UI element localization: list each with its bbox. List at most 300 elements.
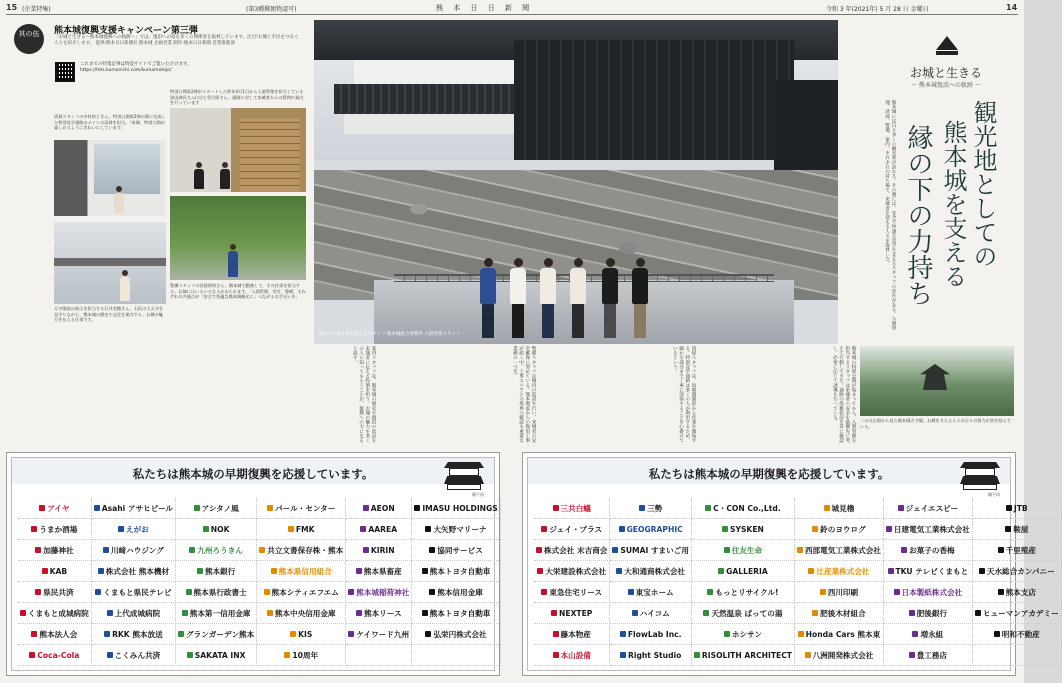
sponsor-name: 川﨑ハウジング	[110, 545, 164, 555]
headline-line-1: 観光地としての	[969, 100, 997, 268]
sponsor-mark-icon	[103, 547, 109, 553]
ad-panel-right	[522, 452, 1059, 676]
sponsor-name: Coca-Cola	[37, 650, 80, 660]
sponsor-logo	[412, 498, 500, 519]
sponsor-logo	[534, 498, 610, 519]
sponsor-mark-icon	[616, 568, 622, 574]
sponsor-name: 熊本県行政書士	[193, 587, 247, 597]
sponsor-logo	[884, 498, 973, 519]
ad-note-right: 順不同	[988, 492, 1000, 497]
sponsor-logo	[18, 561, 92, 582]
sponsor-mark-icon	[39, 505, 45, 511]
ad-title-right: 私たちは熊本城の早期復興を応援しています。	[648, 467, 890, 481]
sponsor-name: 肥後木材組合	[820, 608, 866, 618]
sponsor-mark-icon	[705, 505, 711, 511]
sponsor-logo	[692, 624, 795, 645]
sponsor-logo	[534, 540, 610, 561]
sponsor-logo	[973, 603, 1062, 624]
sponsor-mark-icon	[264, 589, 270, 595]
sponsor-logo	[412, 561, 500, 582]
sponsor-logo	[257, 498, 346, 519]
sponsor-logo	[176, 582, 257, 603]
sponsor-mark-icon	[724, 631, 730, 637]
sponsor-name: RISOLITH ARCHITECT	[701, 650, 792, 660]
sponsor-name: 熊本県信用組合	[278, 566, 332, 576]
sponsor-logo	[257, 540, 346, 561]
sponsor-logo	[92, 498, 176, 519]
sponsor-mark-icon	[189, 547, 195, 553]
sponsor-name: 天然温泉 ぱっての湯	[711, 608, 783, 618]
sponsor-logo	[973, 624, 1062, 645]
sponsor-name: 加藤神社	[43, 545, 74, 555]
sponsor-logo	[884, 603, 973, 624]
sponsor-logo	[973, 645, 1062, 666]
series-badge: 其の伍	[14, 24, 44, 54]
sponsor-mark-icon	[363, 505, 369, 511]
sponsor-logo	[610, 645, 692, 666]
sponsor-name: 熊本シティエフエム	[271, 587, 339, 597]
left-page-number: 15	[6, 3, 18, 12]
sponsor-name: 千里殖産	[1005, 545, 1036, 555]
photo-cleaning-staff	[54, 140, 166, 216]
series-title: お城と生きる	[909, 66, 982, 80]
sponsor-name: KAB	[49, 566, 68, 576]
sponsor-logo	[18, 624, 92, 645]
sponsor-mark-icon	[194, 505, 200, 511]
photo-entrance-staff	[170, 108, 306, 192]
sponsor-name: TKU テレビくまもと	[895, 566, 969, 576]
sponsor-mark-icon	[824, 505, 830, 511]
article-column-c: 警備スタッフは城内の巡回を行い、来城者の安全確保に努めている。熊本地震からの復旧工事が続く中、工事エリアとの境界の確認も重要な業務の一つだ。	[512, 346, 536, 443]
sponsor-logo	[692, 582, 795, 603]
sponsor-logo	[176, 561, 257, 582]
sponsor-logo	[610, 603, 692, 624]
sponsor-mark-icon	[360, 526, 366, 532]
sponsor-name: 県民共済	[43, 587, 74, 597]
sponsor-logo	[534, 561, 610, 582]
sponsor-name: 熊本県畜産	[363, 566, 402, 576]
right-page-number: 14	[1006, 3, 1018, 12]
sponsor-logo	[795, 540, 884, 561]
sponsor-name: ハイコム	[639, 608, 670, 618]
sponsor-mark-icon	[998, 547, 1004, 553]
sponsor-mark-icon	[979, 568, 985, 574]
sponsor-name: C・CON Co.,Ltd.	[713, 503, 781, 513]
sponsor-mark-icon	[429, 589, 435, 595]
sponsor-mark-icon	[901, 547, 907, 553]
sponsor-mark-icon	[290, 631, 296, 637]
sponsor-name: お菓子の香梅	[909, 545, 955, 555]
sponsor-mark-icon	[628, 589, 634, 595]
sponsor-logo	[412, 645, 500, 666]
headline-line-2: 熊本城を支える	[939, 120, 967, 288]
sponsor-mark-icon	[808, 568, 814, 574]
sponsor-name: ジェイエスピー	[905, 503, 959, 513]
qr-caption: これまでの特集記事は特設サイトでご覧いただけます。 https://fets.kumanichi.com/kumamotojo/	[80, 62, 192, 73]
sponsor-mark-icon	[694, 652, 700, 658]
sponsor-name: 東宝ホーム	[635, 587, 674, 597]
sponsor-logo	[176, 603, 257, 624]
sponsor-name: 住友生命	[731, 545, 763, 555]
castle-icon	[960, 462, 1000, 492]
sponsor-mark-icon	[197, 568, 203, 574]
sponsor-name: 天水総合カンパニー	[986, 566, 1055, 576]
sponsor-mark-icon	[284, 652, 290, 658]
sponsor-logo	[973, 498, 1062, 519]
sponsor-mark-icon	[994, 631, 1000, 637]
article-column-a: 熊本城の特別公開が始まってから、入園管理を担当するスタッフは来城者の安全を最優先に考えて行動してきた。通路の混雑状況を常に確認し、必要に応じて誘導を行っている。	[832, 346, 856, 443]
sponsor-mark-icon	[553, 505, 559, 511]
sponsor-mark-icon	[35, 547, 41, 553]
sponsor-mark-icon	[267, 610, 273, 616]
sponsor-name: 辻産業株式会社	[816, 566, 870, 576]
sponsor-name: アイヤ	[47, 503, 70, 513]
sponsor-mark-icon	[909, 610, 915, 616]
photo-caption-guide: 天守閣前の展示を担当する石井美穂さん。石垣の大天守を見守りながら、熊本城の歴史や文化を案内する。お城の魅力を伝える仕事です。	[54, 306, 164, 323]
sponsor-name: FlowLab Inc.	[627, 629, 682, 639]
sponsor-name: くまもと成城病院	[28, 608, 89, 618]
sponsor-name: AEON	[370, 503, 395, 513]
sponsor-logo	[346, 540, 412, 561]
sponsor-logo	[534, 645, 610, 666]
sponsor-logo	[884, 624, 973, 645]
sponsor-mark-icon	[632, 610, 638, 616]
sponsor-mark-icon	[724, 547, 730, 553]
sponsor-mark-icon	[288, 526, 294, 532]
sponsor-mark-icon	[118, 526, 124, 532]
sponsor-name: 日本製紙株式会社	[901, 587, 963, 597]
sponsor-mark-icon	[886, 526, 892, 532]
sponsor-name: 城見櫓	[831, 503, 855, 513]
sponsor-name: 熊本リース	[363, 608, 402, 618]
sponsor-logo	[412, 519, 500, 540]
sponsor-mark-icon	[363, 547, 369, 553]
sponsor-name: 西川印刷	[827, 587, 859, 597]
sponsor-logo	[18, 498, 92, 519]
sponsor-mark-icon	[425, 631, 431, 637]
campaign-title: 熊本城復興支援キャンペーン第三弾	[54, 26, 198, 36]
sponsor-logo	[257, 624, 346, 645]
castle-icon	[444, 462, 484, 492]
sponsor-mark-icon	[422, 610, 428, 616]
sponsor-mark-icon	[898, 505, 904, 511]
sponsor-name: 日建電気工業株式会社	[893, 524, 970, 534]
sponsor-name: JTB	[1013, 503, 1028, 513]
sponsor-logo	[884, 561, 973, 582]
sponsor-mark-icon	[98, 568, 104, 574]
right-photo-castle	[860, 346, 1014, 416]
sponsor-name: RKK 熊本放送	[112, 629, 163, 639]
sponsor-logo	[176, 498, 257, 519]
sponsor-logo	[92, 540, 176, 561]
sponsor-mark-icon	[271, 568, 277, 574]
sponsor-mark-icon	[536, 547, 542, 553]
sponsor-name: グランガーデン熊本	[186, 629, 255, 639]
sponsor-name: KIS	[298, 629, 313, 639]
sponsor-logo	[18, 582, 92, 603]
main-photo-castle-staff	[314, 20, 838, 344]
sponsor-logo	[176, 519, 257, 540]
sponsor-mark-icon	[267, 505, 273, 511]
sponsor-mark-icon	[42, 568, 48, 574]
sponsor-logo	[92, 603, 176, 624]
sponsor-name: 熊本トヨタ自動車	[429, 566, 491, 576]
sponsor-mark-icon	[620, 652, 626, 658]
sponsor-name: 鞍屋	[1013, 524, 1029, 534]
article-column-d: 案内スタッフは、熊本城の歴史や復旧の状況を来城者に伝える役割を担う。お城の魅力を多くの人に知ってもらうことが、復興への力になると話す。	[352, 346, 376, 443]
sponsor-mark-icon	[107, 610, 113, 616]
sponsor-logo	[795, 645, 884, 666]
sponsor-name: GEOGRAPHIC	[626, 524, 683, 534]
sponsor-mark-icon	[1005, 526, 1011, 532]
photo-security-staff	[170, 196, 306, 280]
sponsor-logo	[346, 498, 412, 519]
sponsor-name: NEXTEP	[559, 608, 593, 618]
sponsor-logo	[610, 624, 692, 645]
sponsor-mark-icon	[812, 610, 818, 616]
sponsor-name: 三共白蟻	[560, 503, 591, 513]
sponsor-name: 熊本城稲荷神社	[356, 587, 410, 597]
left-center: (第3種郵便物認可)	[246, 6, 297, 13]
sponsor-logo	[257, 519, 346, 540]
sponsor-mark-icon	[31, 631, 37, 637]
sponsor-name: 熊本銀行	[204, 566, 236, 576]
sponsor-logo	[534, 519, 610, 540]
sponsor-mark-icon	[718, 568, 724, 574]
sponsor-mark-icon	[805, 652, 811, 658]
sponsor-logo	[692, 540, 795, 561]
sponsor-logo	[795, 582, 884, 603]
sponsor-logo	[18, 645, 92, 666]
sponsor-logo	[176, 624, 257, 645]
sponsor-logo	[412, 540, 500, 561]
photo-caption-security: 警備スタッフの田岡将和さん。熊本城で勤務して、その仕事を担当する。お城にはいろいろな人がおられます。「入園管理、受付、警備、それぞれの共通点が「安全で快適な熊本城観光に」つながるお手伝いを」	[170, 283, 306, 300]
masthead: 熊 本 日 日 新 聞	[436, 4, 534, 12]
sponsor-logo	[412, 603, 500, 624]
sponsor-mark-icon	[1006, 505, 1012, 511]
sponsor-logo	[610, 540, 692, 561]
sponsor-mark-icon	[107, 652, 113, 658]
sponsor-mark-icon	[259, 547, 265, 553]
sponsor-mark-icon	[998, 589, 1004, 595]
sponsor-mark-icon	[95, 589, 101, 595]
sponsor-mark-icon	[94, 505, 100, 511]
sponsor-logo	[92, 519, 176, 540]
sponsor-mark-icon	[722, 526, 728, 532]
sponsor-name: こくみん共済	[114, 650, 161, 660]
sponsor-name: 株式会社 熊本機材	[105, 566, 170, 576]
ad-panel-left	[6, 452, 500, 676]
sponsor-name: Honda Cars 熊本東	[805, 629, 881, 639]
sponsor-mark-icon	[182, 610, 188, 616]
sponsor-name: 熊本法人会	[39, 629, 78, 639]
sponsor-name: 熊本第一信用金庫	[189, 608, 251, 618]
sponsor-name: 熊本信用金庫	[437, 587, 483, 597]
headline-line-3: 縁の下の力持ち	[903, 124, 933, 306]
sponsor-logo	[610, 498, 692, 519]
sponsor-name: 東急住宅リース	[549, 587, 603, 597]
sponsor-name: 熊本中央信用金庫	[274, 608, 336, 618]
sponsor-name: SYSKEN	[730, 524, 764, 534]
sponsor-logo	[973, 561, 1062, 582]
sponsor-name: FMK	[295, 524, 315, 534]
top-strip	[6, 4, 1018, 14]
sponsor-mark-icon	[553, 652, 559, 658]
photo-caption-entrance: 特別公開第2弾がスタートした昨年4月1日から入園管理を担当している黒田課長さん(右)と受付係さん。通路に対して来城者からの質問や案内を行っています	[170, 89, 304, 106]
sponsor-name: 熊本支店	[1005, 587, 1036, 597]
strip-divider	[6, 14, 1018, 15]
sponsor-mark-icon	[356, 610, 362, 616]
sponsor-logo	[412, 582, 500, 603]
sponsor-name: 大矢野マリーナ	[433, 524, 487, 534]
sponsor-name: パール・センター	[275, 503, 336, 513]
sponsor-logo	[18, 603, 92, 624]
sponsor-name: 熊本トヨタ自動車	[429, 608, 491, 618]
sponsor-logo	[884, 582, 973, 603]
left-tag: (企業特集)	[22, 6, 51, 13]
sponsor-name: 共立文書保存株・熊本	[267, 545, 344, 555]
sponsor-mark-icon	[186, 589, 192, 595]
sponsor-name: NOK	[210, 524, 230, 534]
sponsor-mark-icon	[414, 505, 420, 511]
sponsor-logo	[795, 624, 884, 645]
sponsor-name: SUMAI すまいご用	[620, 545, 689, 555]
sponsor-mark-icon	[703, 610, 709, 616]
sponsor-logo	[176, 540, 257, 561]
castle-logo-icon	[936, 36, 958, 56]
sponsor-logo	[973, 582, 1062, 603]
sponsor-mark-icon	[639, 505, 645, 511]
ad-note-left: 順不同	[472, 492, 484, 497]
sponsor-mark-icon	[187, 652, 193, 658]
sponsor-logo	[534, 582, 610, 603]
sponsor-mark-icon	[553, 631, 559, 637]
sponsor-mark-icon	[104, 631, 110, 637]
sponsor-mark-icon	[619, 526, 625, 532]
sponsor-logo	[92, 561, 176, 582]
sponsor-name: 株式会社 末吉商会	[544, 545, 608, 555]
lead-text: 熊本城には日々多くの観光客が訪れる。その裏には、安全で快適な見学を支えるスタッフの存在がある。入園管理、清掃、警備、案内。それぞれの持ち場で、来城者を迎える人々を取材した。	[884, 100, 896, 330]
sponsor-logo	[18, 540, 92, 561]
sponsor-mark-icon	[203, 526, 209, 532]
sponsor-logo	[692, 561, 795, 582]
sponsor-logo	[18, 519, 92, 540]
sponsor-mark-icon	[912, 631, 918, 637]
sponsor-name: 増永組	[920, 629, 944, 639]
sponsor-logo	[92, 645, 176, 666]
sponsor-name: 鈴のヨウログ	[820, 524, 866, 534]
sponsor-mark-icon	[707, 589, 713, 595]
sponsor-logo	[257, 603, 346, 624]
sponsor-name: 上代成城病院	[114, 608, 161, 618]
main-photo-credit: 城内でお客さまを迎えるスタッフ 熊本城総合事務所 入園管理スタッフ	[318, 332, 461, 337]
sponsor-mark-icon	[541, 589, 547, 595]
sponsor-logo	[346, 624, 412, 645]
series-subtitle: ～ 熊本城復活への軌跡 ～	[911, 82, 981, 89]
sponsor-mark-icon	[541, 526, 547, 532]
sponsor-name: 八洲開発株式会社	[812, 650, 874, 660]
sponsor-logo	[610, 519, 692, 540]
sponsor-name: 協同サービス	[437, 545, 483, 555]
sponsor-logo	[534, 624, 610, 645]
sponsor-name: 九州ろうきん	[197, 545, 243, 555]
sponsor-mark-icon	[35, 589, 41, 595]
sponsor-name: IMASU HOLDINGS	[422, 503, 498, 513]
sponsor-mark-icon	[31, 526, 37, 532]
sponsor-logo	[692, 645, 795, 666]
sponsor-name: 弘栄円株式会社	[433, 629, 487, 639]
sponsor-logo	[92, 582, 176, 603]
photo-guide-staff	[54, 222, 166, 304]
right-photo-caption: 二の丸広場から見た熊本城天守閣。お城を支える人々の日々の努力が実を結んでいる。	[860, 418, 1011, 429]
sponsor-logo	[692, 498, 795, 519]
qr-code[interactable]	[55, 62, 75, 82]
sponsor-mark-icon	[812, 526, 818, 532]
sponsor-name: ヒューマンアカデミー	[982, 608, 1059, 618]
sponsor-logo	[973, 540, 1062, 561]
sponsor-mark-icon	[537, 568, 543, 574]
sponsor-name: 肥後銀行	[916, 608, 948, 618]
sponsor-name: 藤本物産	[560, 629, 591, 639]
date: 令和 3 年(2021年) 5 月 28 日 金曜日	[826, 6, 929, 13]
article-column-b: 清掃スタッフは、毎朝開園前から作業を開始する。特別見学通路は多くの人が利用するため、細かな部分まで丁寧に清掃することを心掛けているという。	[672, 346, 696, 443]
sponsor-logo	[884, 645, 973, 666]
sponsor-logo	[795, 603, 884, 624]
sponsor-name: SAKATA INX	[194, 650, 246, 660]
sponsor-logo	[610, 561, 692, 582]
sponsor-logo	[257, 561, 346, 582]
sponsor-name: KIRIN	[370, 545, 395, 555]
sponsor-name: 本山設備	[560, 650, 591, 660]
sponsor-logo	[257, 582, 346, 603]
campaign-intro: 「お城と生きる～熊本城復興への軌跡～」では、復旧への道を多くの関係者を取材しています。注目!お城と市民をつなぐ人々を紹介します。 提供:熊本日日新聞社 熊本城 企画営業 制作:熊本日日新聞 営業推進部	[54, 35, 299, 46]
sponsor-mark-icon	[820, 589, 826, 595]
sponsor-mark-icon	[429, 547, 435, 553]
sponsor-logo	[973, 519, 1062, 540]
sponsor-name: アシタノ風	[201, 503, 239, 513]
sponsor-name: ケイワード九州	[356, 629, 410, 639]
sponsor-logo	[92, 624, 176, 645]
sponsor-mark-icon	[178, 631, 184, 637]
sponsor-name: うまか酒場	[39, 524, 78, 534]
sponsor-name: 三勢	[647, 503, 663, 513]
sponsor-mark-icon	[975, 610, 981, 616]
sponsor-logo	[346, 603, 412, 624]
sponsor-logo	[692, 519, 795, 540]
sponsor-name: Right Studio	[628, 650, 682, 660]
sponsor-name: えがお	[126, 524, 149, 534]
sponsor-name: もっとリサイクル!	[715, 587, 779, 597]
sponsor-name: 大栄建設株式会社	[545, 566, 607, 576]
sponsor-logo	[346, 561, 412, 582]
sponsor-logo	[412, 624, 500, 645]
sponsor-logo	[795, 498, 884, 519]
sponsor-name: 大和通商株式会社	[624, 566, 686, 576]
sponsor-mark-icon	[348, 589, 354, 595]
ad-title-left: 私たちは熊本城の早期復興を応援しています。	[132, 467, 374, 481]
sponsor-grid-left	[18, 498, 498, 666]
sponsor-logo	[346, 519, 412, 540]
sponsor-logo	[534, 603, 610, 624]
sponsor-mark-icon	[894, 589, 900, 595]
sponsor-logo	[692, 603, 795, 624]
sponsor-mark-icon	[620, 631, 626, 637]
sponsor-mark-icon	[888, 568, 894, 574]
sponsor-mark-icon	[798, 631, 804, 637]
sponsor-logo	[346, 582, 412, 603]
sponsor-mark-icon	[20, 610, 26, 616]
sponsor-mark-icon	[356, 568, 362, 574]
